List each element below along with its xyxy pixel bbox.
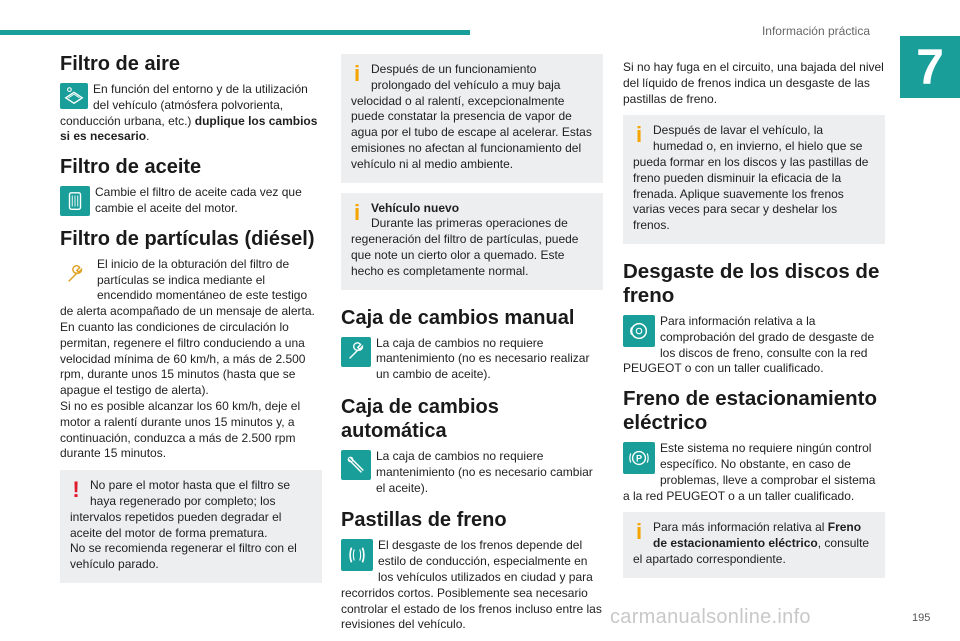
page-number: 195 [912,612,931,624]
brake-disc-icon [623,315,655,347]
brake-discs-paragraph [623,314,885,377]
brake-pads-icon [341,539,373,571]
particle-filter-text-1: El inicio de la obturación del filtro de partículas se indica mediante el encendido momentáneo de este testigo de alerta acompañado de un mensaje de alerta. [60,256,315,319]
header-accent-line [0,30,470,35]
chapter-number: 7 [900,36,960,98]
info-note-new-vehicle-title: Vehículo nuevo [371,200,460,215]
brake-pads-text: El desgaste de los frenos depende del estilo de conducción, especialmente en los vehículos utilizados en ciudad y para recorridos cortos. Posiblemente sea necesario controlar el estado de los frenos incluso entre las revisiones del vehículo. [341,538,602,632]
info-icon: i [635,122,643,148]
info-note-new-vehicle [341,193,603,290]
info-note-epb-text-end: , consulte el apartado correspondiente. [633,536,870,566]
automatic-gearbox-text: La caja de cambios no requiere mantenimiento (no es necesario cambiar el aceite). [376,448,593,495]
parking-brake-icon [623,442,655,474]
manual-gearbox-text: La caja de cambios no requiere mantenimiento (no es necesario realizar un cambio de aceite). [376,335,590,382]
air-filter-text-end: . [146,129,150,144]
heading-manual-gearbox: Caja de cambios manual [341,306,575,329]
oil-filter-text: Cambie el filtro de aceite cada vez que cambie el aceite del motor. [95,185,302,215]
oil-filter-icon [60,186,90,216]
wrench-icon [60,258,92,290]
epb-text: Este sistema no requiere ningún control específico. No obstante, en caso de problemas, lleve a comprobar el sistema a la red PEUGEOT o a un taller cualificado. [623,441,876,503]
info-note-washing-text: Después de lavar el vehículo, la humedad o, en invierno, el hielo que se pueda formar en los discos y las pastillas de freno pueden disminuir la eficacia de la frenada. Aplique suavemente los frenos varias veces para secar y deshelar los frenos. [633,123,869,233]
info-icon: i [353,199,361,225]
heading-brake-pads: Pastillas de freno [341,509,507,532]
info-note-washing [623,115,885,244]
column-1 [60,52,322,593]
manual-gearbox-paragraph [341,336,603,383]
oil-filter-paragraph [60,185,322,217]
warning-text-2: No se recomienda regenerar el filtro con el vehículo parado. [70,541,297,572]
column-3 [623,60,885,588]
air-filter-paragraph [60,82,322,145]
heading-particle-filter: Filtro de partículas (diésel) [60,227,315,250]
gearbox-wrench-icon [341,337,371,367]
particle-filter-text-3: Si no es posible alcanzar los 60 km/h, deje el motor a ralentí durante unos 15 minutos y, a continuación, conduzca a más de 2.500 rpm durante 15 minutos. [60,398,301,461]
heading-brake-discs: Desgaste de los discos de freno [623,259,880,307]
info-note-epb-text: Para más información relativa al [653,520,828,535]
column-2 [341,54,603,641]
brake-discs-text: Para información relativa a la comprobación del grado de desgaste de los discos de freno, consulte con la red PEUGEOT o con un taller cualificado. [623,313,875,376]
heading-air-filter: Filtro de aire [60,53,181,75]
info-note-epb-bold: Freno de estacionamiento eléctrico [653,520,862,551]
brake-fluid-text: Si no hay fuga en el circuito, una bajada del nivel del líquido de frenos indica un desgaste de las pastillas de freno. [623,60,884,106]
info-note-steam-text: Después de un funcionamiento prolongado del vehículo a muy baja velocidad o al ralentí, excepcionalmente puede constatar la presencia de vapor de agua por el tubo de escape al acelerar. Estas emisiones no afectan al funcionamiento del vehículo ni al medio ambiente. [351,62,592,171]
info-icon: i [635,519,643,545]
svg-text:P: P [635,453,643,464]
info-note-steam [341,54,603,183]
heading-automatic-gearbox: Caja de cambios automática [341,395,499,442]
air-filter-text: En función del entorno y de la utilización del vehículo (atmósfera polvorienta, conducción urbana, etc.) [60,82,308,128]
brake-pads-paragraph [341,538,603,633]
epb-paragraph [623,441,885,504]
info-note-epb [623,512,885,577]
automatic-gearbox-paragraph [341,449,603,496]
info-icon: i [353,61,361,86]
heading-electric-parking-brake: Freno de estacionamiento eléctrico [623,387,878,435]
air-filter-icon [60,83,88,109]
gearbox-tools-icon [341,450,371,480]
particle-filter-text-2: En cuanto las condiciones de circulación lo permitan, regenere el filtro conduciendo a una velocidad mínima de 60 km/h, a más de 2.500 rpm, durante unos 15 minutos (hasta que se apague el testigo de alerta). [60,319,306,398]
warning-text-1: No pare el motor hasta que el filtro se haya regenerado por completo; los intervalos repetidos pueden degradar el aceite del motor de forma prematura. [70,478,291,540]
warning-icon: ! [72,477,80,503]
particle-filter-paragraph [60,257,322,462]
warning-note [60,470,322,583]
air-filter-text-bold: duplique los cambios si es necesario [60,113,318,144]
info-note-new-vehicle-text: Durante las primeras operaciones de regeneración del filtro de partículas, puede que note un cierto olor a quemado. Este hecho es completamente normal. [351,216,579,278]
section-title: Información práctica [761,24,870,38]
heading-oil-filter: Filtro de aceite [60,156,202,179]
watermark: carmanualsonline.info [610,606,811,628]
